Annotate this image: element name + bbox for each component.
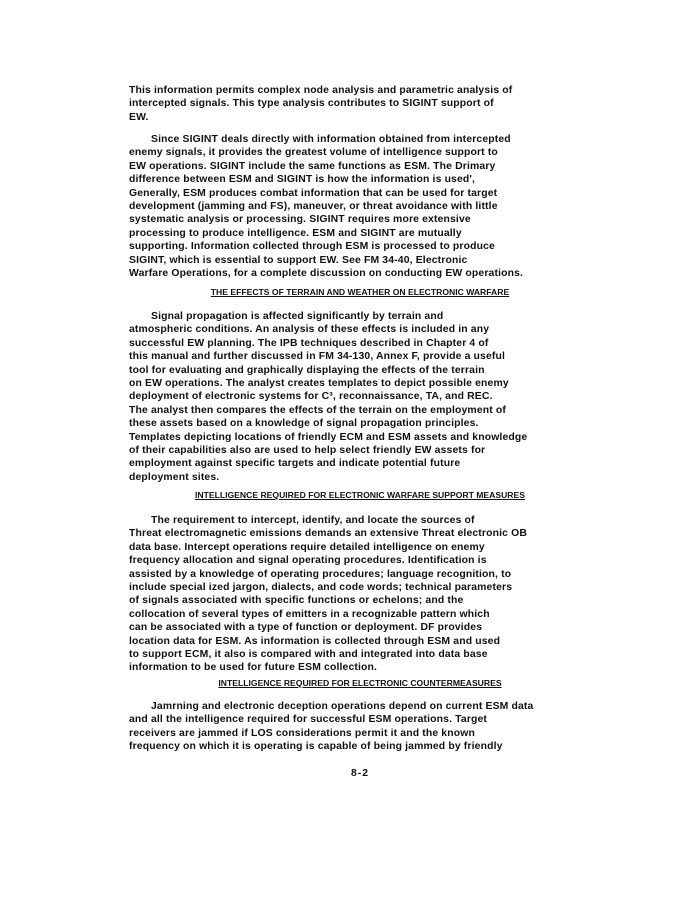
- text-line: location data for ESM. As information is collected through ESM and used: [129, 635, 501, 647]
- text-line: The requirement to intercept, identify, and locate the sources of: [151, 515, 475, 526]
- text-line: data base. Intercept operations require detailed intelligence on enemy: [129, 541, 485, 553]
- text-line: include special ized jargon, dialects, and code words; technical parameters: [129, 582, 513, 594]
- text-line: Templates depicting locations of friendly ECM and ESM assets and knowledge: [129, 431, 528, 443]
- text-line: deployment sites.: [129, 471, 220, 483]
- text-line: successful EW planning. The IPB techniques described in Chapter 4 of: [129, 337, 489, 349]
- text-line: SIGINT, which is essential to support EW. See FM 34-40, Electronic: [129, 254, 468, 266]
- text-line: tool for evaluating and graphically displaying the effects of the terrain: [129, 364, 485, 376]
- text-line: EW operations. SIGINT include the same functions as ESM. The Drimary: [129, 160, 496, 172]
- page-number: 8-2: [350, 768, 370, 779]
- text-line: supporting. Information collected through ESM is processed to produce: [129, 241, 495, 253]
- sigint-paragraph: [129, 133, 591, 280]
- text-line: can be associated with a type of function or deployment. DF provides: [129, 622, 483, 634]
- text-line: Jamrning and electronic deception operations depend on current ESM data: [151, 701, 534, 712]
- text-line: deployment of electronic systems for C³, reconnaissance, TA, and REC.: [129, 391, 493, 403]
- text-line: This information permits complex node analysis and parametric analysis of: [129, 85, 513, 96]
- text-line: atmospheric conditions. An analysis of these effects is included in any: [129, 324, 490, 336]
- text-line: development (jamming and FS), maneuver, or threat avoidance with little: [129, 201, 498, 213]
- text-line: systematic analysis or processing. SIGINT requires more extensive: [129, 214, 471, 226]
- text-line: these assets based on a knowledge of signal propagation principles.: [129, 418, 479, 430]
- text-line: employment against specific targets and indicate potential future: [129, 458, 461, 470]
- text-line: collocation of several types of emitters in a recognizable pattern which: [129, 608, 490, 620]
- text-line: of signals associated with specific functions or echelons; and the: [129, 595, 464, 607]
- text-line: EW.: [129, 111, 149, 123]
- ecm-paragraph: [129, 700, 591, 754]
- text-line: assisted by a knowledge of operating procedures; language recognition, to: [129, 568, 512, 580]
- text-line: Since SIGINT deals directly with information obtained from intercepted: [151, 134, 511, 145]
- text-line: on EW operations. The analyst creates templates to depict possible enemy: [129, 378, 509, 390]
- text-line: difference between ESM and SIGINT is how the information is used',: [129, 174, 476, 186]
- text-line: frequency on which it is operating is capable of being jammed by friendly: [129, 741, 503, 753]
- text-line: processing to produce intelligence. ESM and SIGINT are mutually: [129, 227, 462, 239]
- esm-paragraph: [129, 514, 591, 675]
- section-heading-esm: INTELLIGENCE REQUIRED FOR ELECTRONIC WARFARE SUPPORT MEASURES: [195, 490, 525, 500]
- text-line: Threat electromagnetic emissions demands an extensive Threat electronic OB: [129, 528, 527, 540]
- section-heading-terrain: THE EFFECTS OF TERRAIN AND WEATHER ON ELECTRONIC WARFARE: [210, 287, 510, 297]
- text-line: information to be used for future ESM collection.: [129, 662, 378, 674]
- text-line: The analyst then compares the effects of the terrain on the employment of: [129, 404, 507, 416]
- text-line: and all the intelligence required for successful ESM operations. Target: [129, 714, 488, 726]
- text-line: Signal propagation is affected significantly by terrain and: [151, 311, 444, 322]
- text-line: enemy signals, it provides the greatest volume of intelligence support to: [129, 147, 498, 159]
- text-line: receivers are jammed if LOS considerations permit it and the known: [129, 727, 475, 739]
- text-line: to support ECM, it also is compared with and integrated into data base: [129, 649, 488, 661]
- text-line: this manual and further discussed in FM 34-130, Annex F, provide a useful: [129, 351, 506, 363]
- intro-paragraph: [129, 84, 591, 124]
- terrain-paragraph: [129, 310, 591, 484]
- text-line: frequency allocation and signal operating procedures. Identification is: [129, 555, 487, 567]
- text-line: of their capabilities also are used to help select friendly EW assets for: [129, 445, 486, 457]
- section-heading-ecm: INTELLIGENCE REQUIRED FOR ELECTRONIC COUNTERMEASURES: [218, 678, 502, 688]
- text-line: Warfare Operations, for a complete discussion on conducting EW operations.: [129, 268, 524, 280]
- text-line: Generally, ESM produces combat information that can be used for target: [129, 187, 498, 199]
- text-line: intercepted signals. This type analysis contributes to SIGINT support of: [129, 98, 494, 110]
